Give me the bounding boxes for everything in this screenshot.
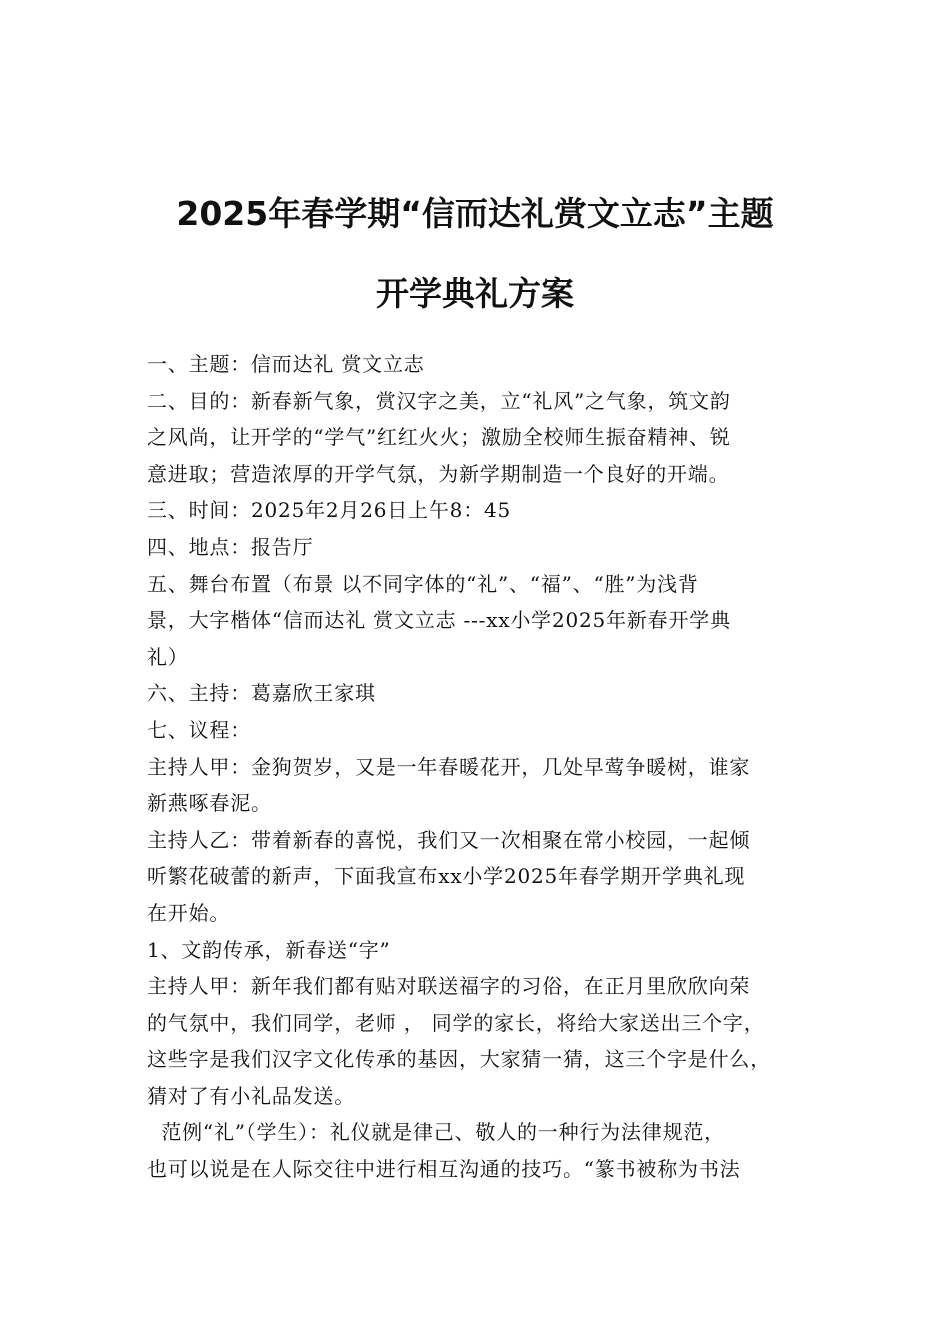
body-line: 在开始。 bbox=[147, 900, 231, 925]
body-line-time: 三、时间：2025年2月26日上午8：45 bbox=[147, 498, 512, 523]
body-line-hosts: 六、主持：葛嘉欣王家琪 bbox=[147, 681, 376, 706]
body-line-purpose: 二、目的：新春新气象，赏汉字之美，立“礼风”之气象，筑文韵 bbox=[147, 388, 731, 413]
body-line: 主持人甲：新年我们都有贴对联送福字的习俗，在正月里欣欣向荣 bbox=[147, 974, 751, 999]
body-line: 猜对了有小礼品发送。 bbox=[147, 1083, 355, 1108]
document-title-line-2: 开学典礼方案 bbox=[376, 274, 574, 313]
body-line: 的气氛中，我们同学，老师 ， 同学的家长，将给大家送出三个字， bbox=[147, 1010, 765, 1035]
body-line-section-1: 1、文韵传承，新春送“字” bbox=[147, 937, 391, 962]
body-line: 主持人乙：带着新春的喜悦，我们又一次相聚在常小校园，一起倾 bbox=[147, 827, 751, 852]
body-line: 主持人甲：金狗贺岁，又是一年春暖花开，几处早莺争暖树，谁家 bbox=[147, 754, 751, 779]
body-line-agenda: 七、议程： bbox=[147, 717, 251, 742]
body-line: 这些字是我们汉字文化传承的基因，大家猜一猜，这三个字是什么， bbox=[147, 1047, 771, 1072]
document-body bbox=[147, 346, 827, 1188]
body-line: 之风尚，让开学的“学气”红红火火；激励全校师生振奋精神、锐 bbox=[147, 425, 731, 450]
body-line: 也可以说是在人际交往中进行相互沟通的技巧。“篆书被称为书法 bbox=[147, 1157, 741, 1182]
body-line: 意进取；营造浓厚的开学气氛，为新学期制造一个良好的开端。 bbox=[147, 461, 730, 486]
body-line: 景，大字楷体“信而达礼 赏文立志 ---xx小学2025年新春开学典 bbox=[147, 608, 731, 633]
body-line-stage: 五、舞台布置（布景 以不同字体的“礼”、“福”、“胜”为浅背 bbox=[147, 571, 699, 596]
body-line: 范例“礼”（学生）：礼仪就是律己、敬人的一种行为法律规范， bbox=[147, 1120, 725, 1145]
document-title-line-1: 2025年春学期“信而达礼赏文立志”主题 bbox=[176, 194, 774, 233]
body-line: 礼） bbox=[147, 644, 189, 669]
body-line: 新燕啄春泥。 bbox=[147, 791, 272, 816]
body-line-location: 四、地点：报告厅 bbox=[147, 534, 314, 559]
body-line-theme: 一、主题：信而达礼 赏文立志 bbox=[147, 352, 425, 376]
body-line: 听繁花破蕾的新声，下面我宣布xx小学2025年春学期开学典礼现 bbox=[147, 864, 746, 889]
